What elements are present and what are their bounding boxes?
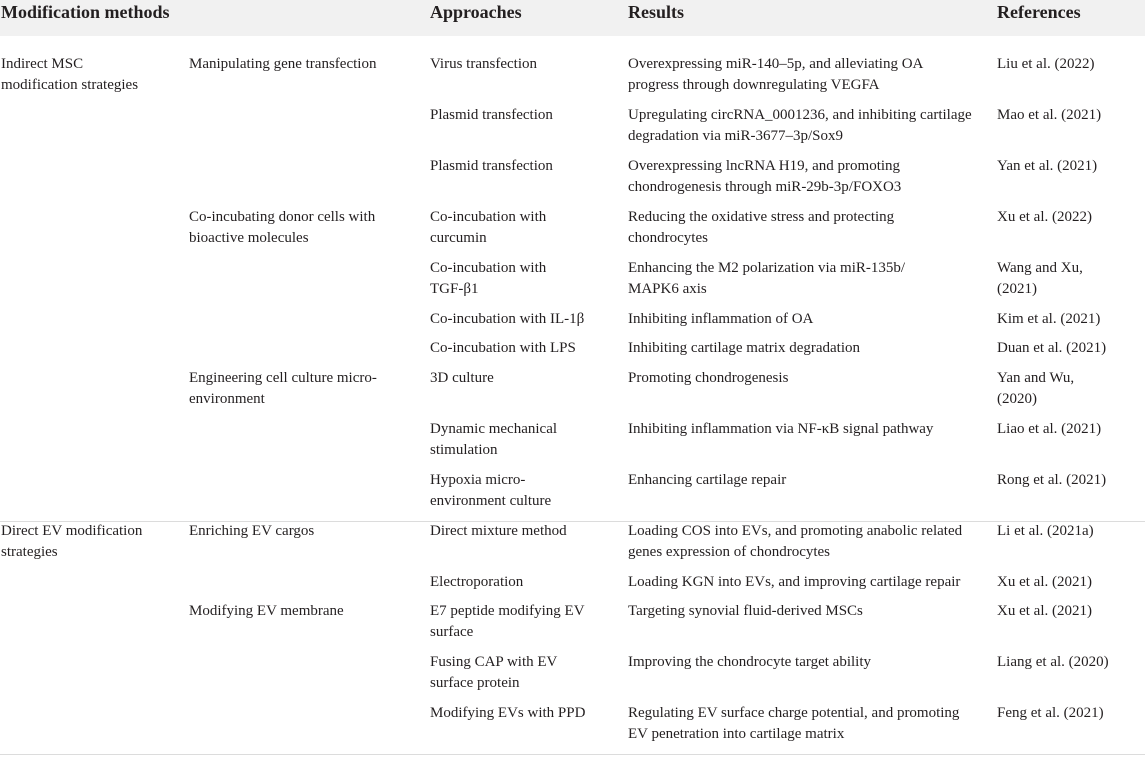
subcategory-cell: Manipulating gene transfection	[189, 56, 377, 72]
approach-cell: Plasmid transfection	[430, 158, 553, 174]
reference-cell: Liu et al. (2022)	[997, 56, 1095, 72]
reference-cell: Rong et al. (2021)	[997, 472, 1107, 488]
result-cell: Regulating EV surface charge potential, and promoting EV penetration into cartilage matrix	[628, 705, 960, 742]
approach-cell: Plasmid transfection	[430, 107, 553, 123]
approach-cell: Hypoxia micro- environment culture	[430, 472, 552, 509]
result-cell: Reducing the oxidative stress and protecting chondrocytes	[628, 209, 895, 246]
reference-cell: Yan et al. (2021)	[997, 158, 1098, 174]
reference-cell: Xu et al. (2021)	[997, 603, 1092, 619]
header-approaches: Approaches	[430, 2, 522, 22]
reference-cell: Feng et al. (2021)	[997, 705, 1104, 721]
header-modification-methods: Modification methods	[1, 2, 170, 22]
approach-cell: Dynamic mechanical stimulation	[430, 421, 558, 458]
reference-cell: Duan et al. (2021)	[997, 340, 1107, 356]
reference-cell: Xu et al. (2021)	[997, 574, 1092, 590]
result-cell: Loading COS into EVs, and promoting anabolic related genes expression of chondrocytes	[628, 523, 963, 560]
result-cell: Upregulating circRNA_0001236, and inhibiting cartilage degradation via miR-3677–3p/Sox9	[628, 107, 972, 144]
group-divider	[0, 754, 1145, 755]
approach-cell: Co-incubation with LPS	[430, 340, 576, 356]
category-cell: Indirect MSC modification strategies	[1, 56, 139, 93]
approach-cell: Co-incubation with curcumin	[430, 209, 547, 246]
group-divider	[0, 521, 1145, 522]
header-references: References	[997, 2, 1081, 22]
approach-cell: Modifying EVs with PPD	[430, 705, 586, 721]
reference-cell: Kim et al. (2021)	[997, 311, 1101, 327]
result-cell: Enhancing cartilage repair	[628, 472, 787, 488]
reference-cell: Liao et al. (2021)	[997, 421, 1102, 437]
approach-cell: Virus transfection	[430, 56, 537, 72]
approach-cell: Co-incubation with TGF-β1	[430, 260, 547, 297]
approach-cell: Electroporation	[430, 574, 524, 590]
approach-cell: Co-incubation with IL-1β	[430, 311, 585, 327]
result-cell: Inhibiting cartilage matrix degradation	[628, 340, 861, 356]
approach-cell: 3D culture	[430, 370, 494, 386]
approach-cell: Fusing CAP with EV surface protein	[430, 654, 558, 691]
reference-cell: Liang et al. (2020)	[997, 654, 1109, 670]
result-cell: Loading KGN into EVs, and improving cartilage repair	[628, 574, 961, 590]
result-cell: Inhibiting inflammation of OA	[628, 311, 814, 327]
result-cell: Improving the chondrocyte target ability	[628, 654, 871, 670]
reference-cell: Li et al. (2021a)	[997, 523, 1094, 539]
approach-cell: Direct mixture method	[430, 523, 567, 539]
result-cell: Enhancing the M2 polarization via miR-135b/ MAPK6 axis	[628, 260, 906, 297]
subcategory-cell: Co-incubating donor cells with bioactive molecules	[189, 209, 376, 246]
reference-cell: Mao et al. (2021)	[997, 107, 1102, 123]
result-cell: Promoting chondrogenesis	[628, 370, 789, 386]
subcategory-cell: Enriching EV cargos	[189, 523, 315, 539]
result-cell: Inhibiting inflammation via NF-κB signal pathway	[628, 421, 934, 437]
approach-cell: E7 peptide modifying EV surface	[430, 603, 585, 640]
category-cell: Direct EV modification strategies	[1, 523, 143, 560]
table-header	[0, 0, 1145, 36]
result-cell: Overexpressing miR-140–5p, and alleviating OA progress through downregulating VEGFA	[628, 56, 924, 93]
header-results: Results	[628, 2, 685, 22]
subcategory-cell: Engineering cell culture micro- environment	[189, 370, 377, 407]
result-cell: Overexpressing lncRNA H19, and promoting chondrogenesis through miR-29b-3p/FOXO3	[628, 158, 902, 195]
result-cell: Targeting synovial fluid-derived MSCs	[628, 603, 863, 619]
reference-cell: Yan and Wu, (2020)	[997, 370, 1075, 407]
reference-cell: Wang and Xu, (2021)	[997, 260, 1083, 297]
subcategory-cell: Modifying EV membrane	[189, 603, 344, 619]
table-body	[0, 36, 1145, 760]
reference-cell: Xu et al. (2022)	[997, 209, 1092, 225]
